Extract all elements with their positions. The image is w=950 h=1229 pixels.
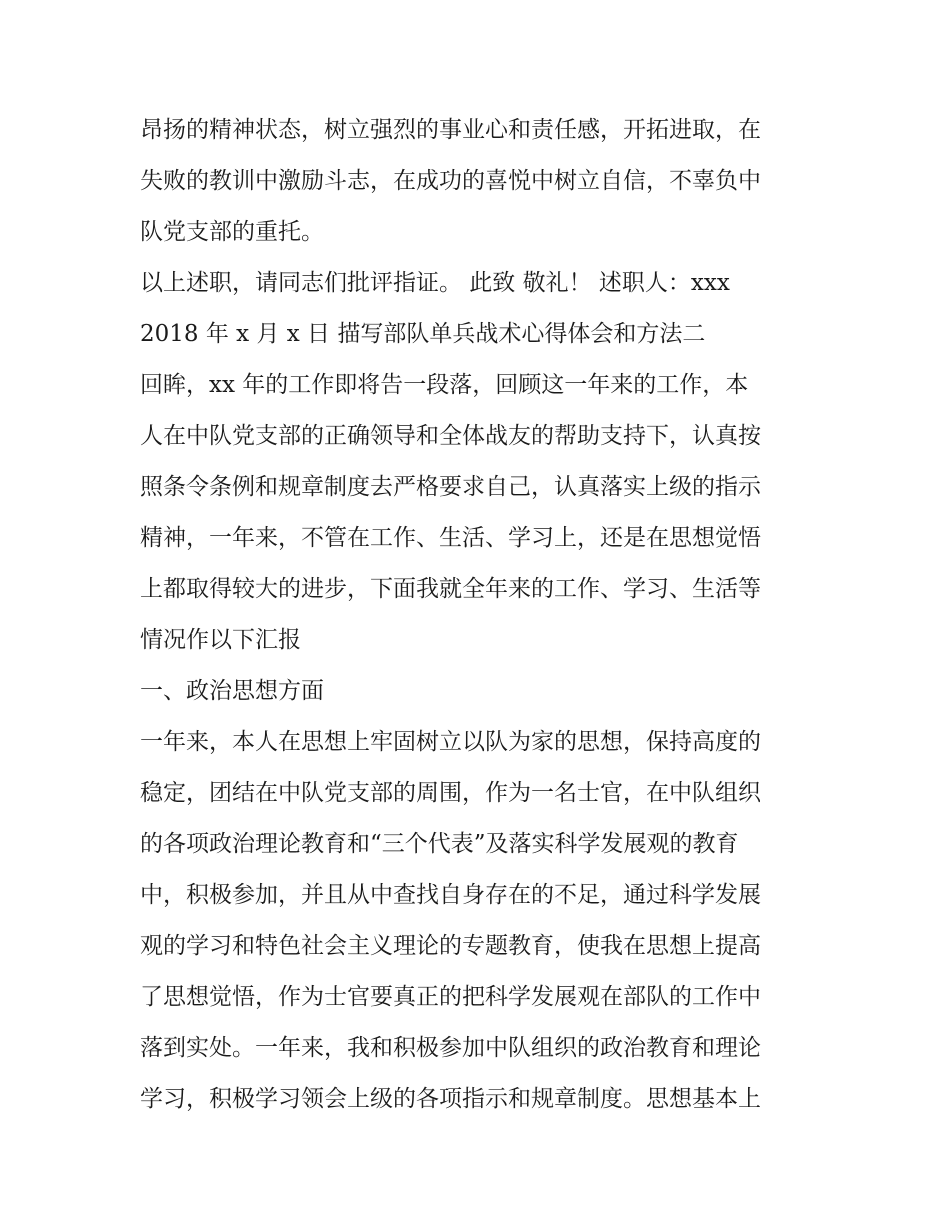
text-line: 学习，积极学习领会上级的各项指示和规章制度。思想基本上 [140,1086,761,1112]
text-line: 照条令条例和规章制度去严格要求自己，认真落实上级的指示 [140,474,761,500]
document-body [140,105,820,1125]
text-line: 回眸，xx 年的工作即将告一段落，回顾这一年来的工作，本 [140,372,749,398]
text-line: 2018 年 x 月 x 日 描写部队单兵战术心得体会和方法二 [140,321,706,347]
text-line: 稳定，团结在中队党支部的周围，作为一名士官，在中队组织 [140,780,761,806]
text-line: 落到实处。一年来，我和积极参加中队组织的政治教育和理论 [140,1035,761,1061]
text-line: 一年来，本人在思想上牢固树立以队为家的思想，保持高度的 [140,729,761,755]
text-line: 精神，一年来，不管在工作、生活、学习上，还是在思想觉悟 [140,525,761,551]
text-line: 上都取得较大的进步，下面我就全年来的工作、学习、生活等 [140,576,761,602]
text-line: 观的学习和特色社会主义理论的专题教育，使我在思想上提高 [140,933,761,959]
section-heading: 一、政治思想方面 [140,678,324,704]
text-line: 中，积极参加，并且从中查找自身存在的不足，通过科学发展 [140,882,761,908]
text-line: 队党支部的重托。 [140,219,324,245]
text-line: 的各项政治理论教育和“三个代表”及落实科学发展观的教育 [140,831,739,857]
text-line: 昂扬的精神状态，树立强烈的事业心和责任感，开拓进取，在 [140,117,761,143]
text-line: 以上述职，请同志们批评指证。 此致 敬礼！ 述职人：xxx [140,270,730,296]
text-line: 情况作以下汇报 [140,627,301,653]
text-line: 了思想觉悟，作为士官要真正的把科学发展观在部队的工作中 [140,984,761,1010]
text-line: 人在中队党支部的正确领导和全体战友的帮助支持下，认真按 [140,423,761,449]
text-line: 失败的教训中激励斗志，在成功的喜悦中树立自信，不辜负中 [140,168,761,194]
